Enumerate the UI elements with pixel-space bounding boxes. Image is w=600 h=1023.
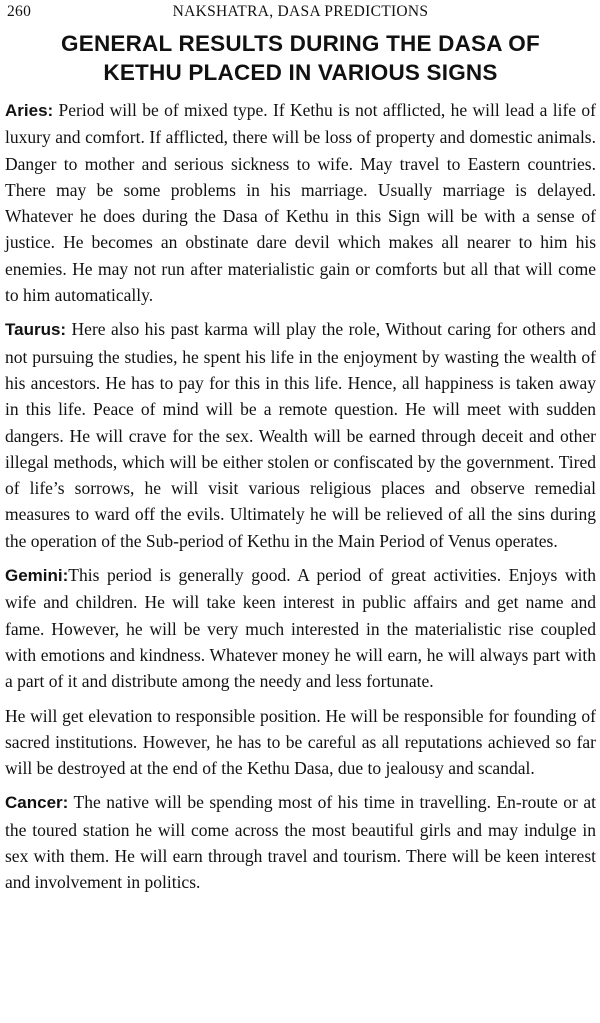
sign-term-cancer: Cancer: <box>5 793 69 813</box>
chapter-title-line-2: KETHU PLACED IN VARIOUS SIGNS <box>103 60 498 85</box>
sign-term-taurus: Taurus: <box>5 320 67 340</box>
section-taurus-text: Here also his past karma will play the role, Without caring for others and not pursuing the studies, he spent his life in the enjoyment by wasting the wealth of his ancestors. He has to pay for this in this life. Hence, all happiness is taken away in this life. Peace of mind will be a remote question. He will meet with sudden dangers. He will crave for the sex. Wealth will be earned through deceit and other illegal methods, which will be either stolen or confiscated by the government. Tired of life’s sorrows, he will visit various religious places and observe remedial measures to ward off the evils. Ultimately he will be relieved of all the sins during the operation of the Sub-period of Kethu in the Main Period of Venus operates. <box>5 319 596 551</box>
chapter-title-line-1: GENERAL RESULTS DURING THE DASA OF <box>61 31 540 56</box>
section-aries <box>5 97 596 308</box>
chapter-title <box>5 29 596 87</box>
section-cancer <box>5 789 596 895</box>
page-number: 260 <box>7 3 32 20</box>
sign-term-aries: Aries: <box>5 101 54 120</box>
section-gemini-text: This period is generally good. A period of great activities. Enjoys with wife and children. He will take keen interest in public affairs and get name and fame. However, he will be very much interested in the materialistic rise coupled with emotions and kindness. Whatever money he will earn, he will always part with a part of it and distribute among the needy and less fortunate. <box>5 565 596 692</box>
section-gemini-continued-text: He will get elevation to responsible position. He will be responsible for founding of sacred institutions. However, he has to be careful as all reputations achieved so far will be destroyed at the end of the Kethu Dasa, due to jealousy and scandal. <box>5 705 596 779</box>
section-gemini <box>5 562 596 694</box>
running-header <box>5 3 596 23</box>
sign-term-gemini: Gemini: <box>5 566 69 586</box>
section-cancer-text: The native will be spending most of his time in travelling. En-route or at the toured station he will come across the most beautiful girls and may indulge in sex with them. He will earn through travel and tourism. There will be keen interest and involvement in politics. <box>5 792 596 893</box>
section-gemini-continued <box>5 703 596 782</box>
running-title: NAKSHATRA, DASA PREDICTIONS <box>172 3 429 20</box>
section-aries-text: Period will be of mixed type. If Kethu is not afflicted, he will lead a life of luxury and comfort. If afflicted, there will be loss of property and domestic animals. Danger to mother and serious sickness to wife. May travel to Eastern countries. There may be some problems in his marriage. Usually marriage is delayed. Whatever he does during the Dasa of Kethu in this Sign will be with a sense of justice. He becomes an obstinate dare devil which makes all nearer to him his enemies. He may not run after materialistic gain or comforts but all that will come to him automatically. <box>5 100 596 306</box>
section-taurus <box>5 316 596 554</box>
